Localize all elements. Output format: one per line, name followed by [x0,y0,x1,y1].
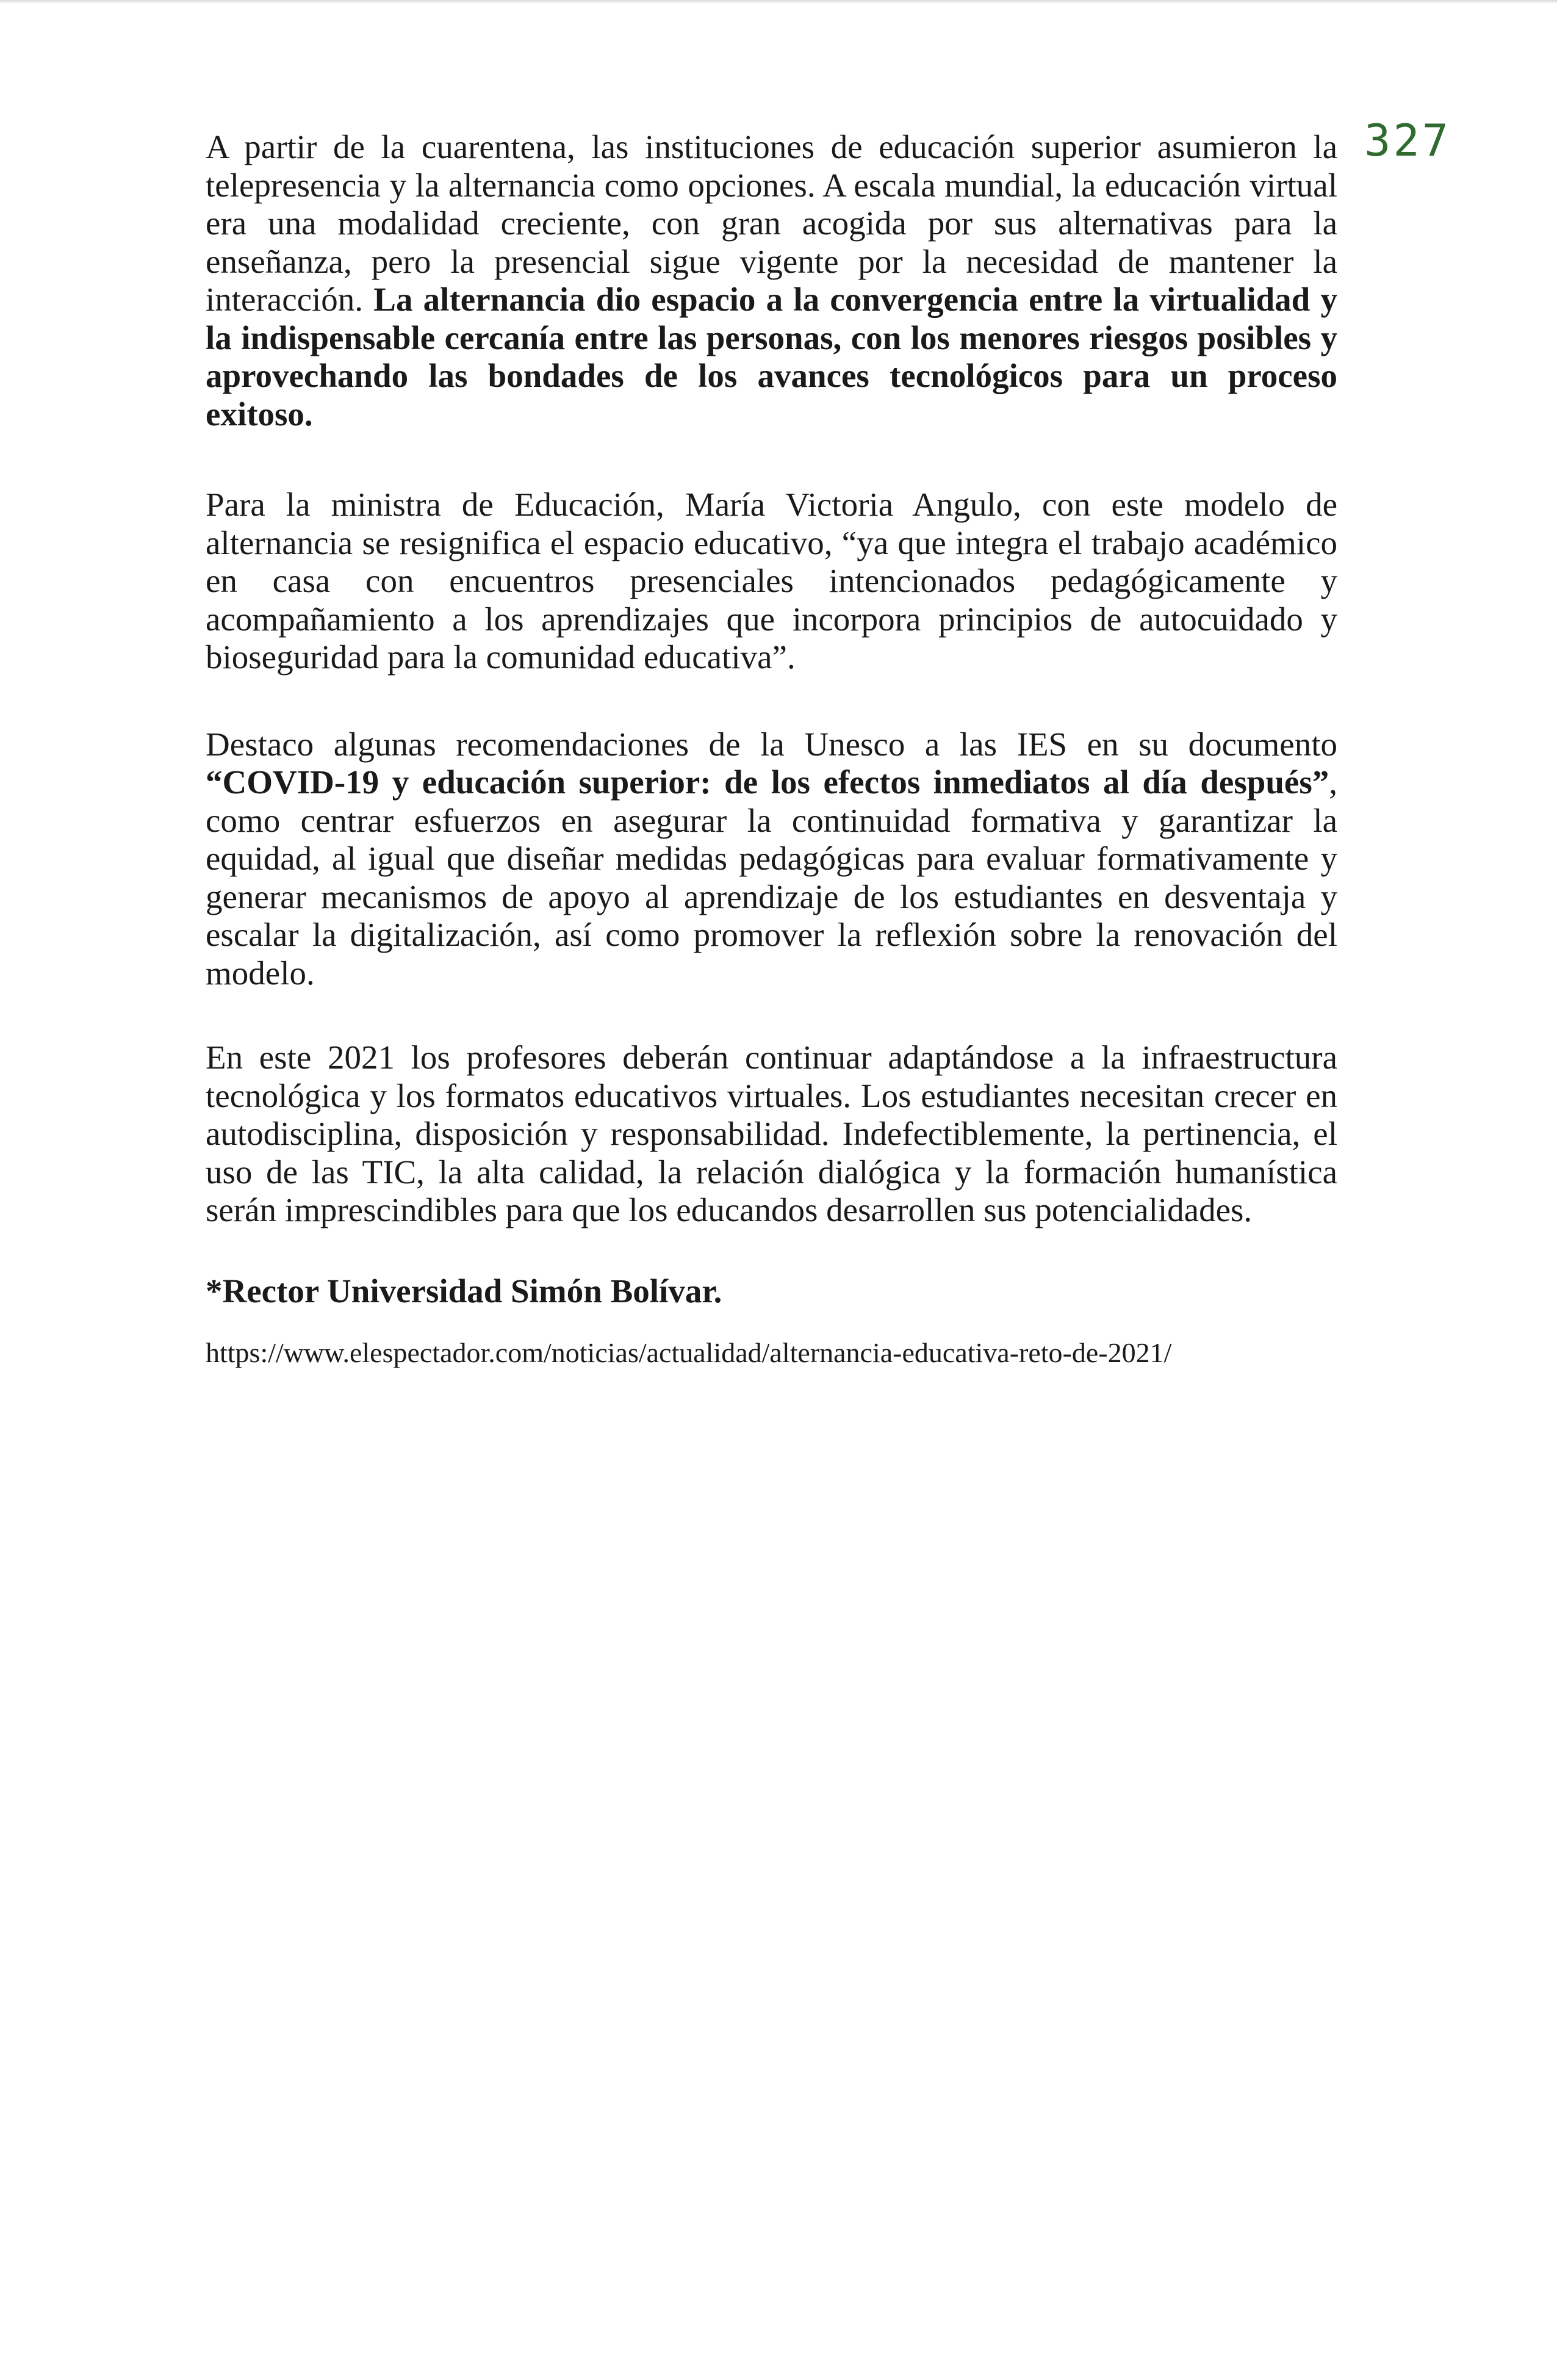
paragraph [206,128,1337,433]
paragraph [206,1039,1337,1230]
article-body [206,128,1337,1370]
source-url: https://www.elespectador.com/noticias/actualidad/alternancia-educativa-reto-de-2021/ [206,1337,1172,1368]
text-run: Destaco algunas recomendaciones de la Unesco a las IES en su documento [206,725,1337,763]
text-run: En este 2021 los profesores deberán continuar adaptándose a la infraestructura tecnológica y los formatos educativos virtuales. Los estudiantes necesitan crecer en autodisciplina, disposición y responsabilidad. Indefectiblemente, la pertinencia, el uso de las TIC, la alta calidad, la relación dialógica y la formación humanística serán imprescindibles para que los educandos desarrollen sus potencialidades. [206,1039,1337,1228]
scan-edge [0,0,1557,4]
paragraph [206,726,1337,993]
text-run: A partir de la cuarentena, las instituciones de educación superior asumieron la telepresencia y la alternancia como opciones. A escala mundial, la educación virtual era una modalidad creciente, con gran acogida por sus alternativas para la enseñanza, pero la presencial sigue vigente por la necesidad de mantener la interacción. [206,128,1337,318]
text-run-bold: La alternancia dio espacio a la convergencia entre la virtualidad y la indispensable cercanía entre las personas, con los menores riesgos posibles y aprovechando las bondades de los avances tecnológicos para un proceso exitoso. [206,281,1337,433]
text-run: , como centrar esfuerzos en asegurar la continuidad formativa y garantizar la equidad, al igual que diseñar medidas pedagógicas para evaluar formativamente y generar mecanismos de apoyo al aprendizaje de los estudiantes en desventaja y escalar la digitalización, así como promover la reflexión sobre la renovación del modelo. [206,763,1337,992]
page-number: 327 [1364,115,1451,166]
document-title-bold: “COVID-19 y educación superior: de los efectos inmediatos al día después” [206,763,1329,801]
author-signature: *Rector Universidad Simón Bolívar. [206,1272,722,1310]
text-run: Para la ministra de Educación, María Victoria Angulo, con este modelo de alternancia se resignifica el espacio educativo, “ya que integra el trabajo académico en casa con encuentros presenciales intencionados pedagógicamente y acompañamiento a los aprendizajes que incorpora principios de autocuidado y bioseguridad para la comunidad educativa”. [206,486,1337,676]
paragraph [206,486,1337,677]
